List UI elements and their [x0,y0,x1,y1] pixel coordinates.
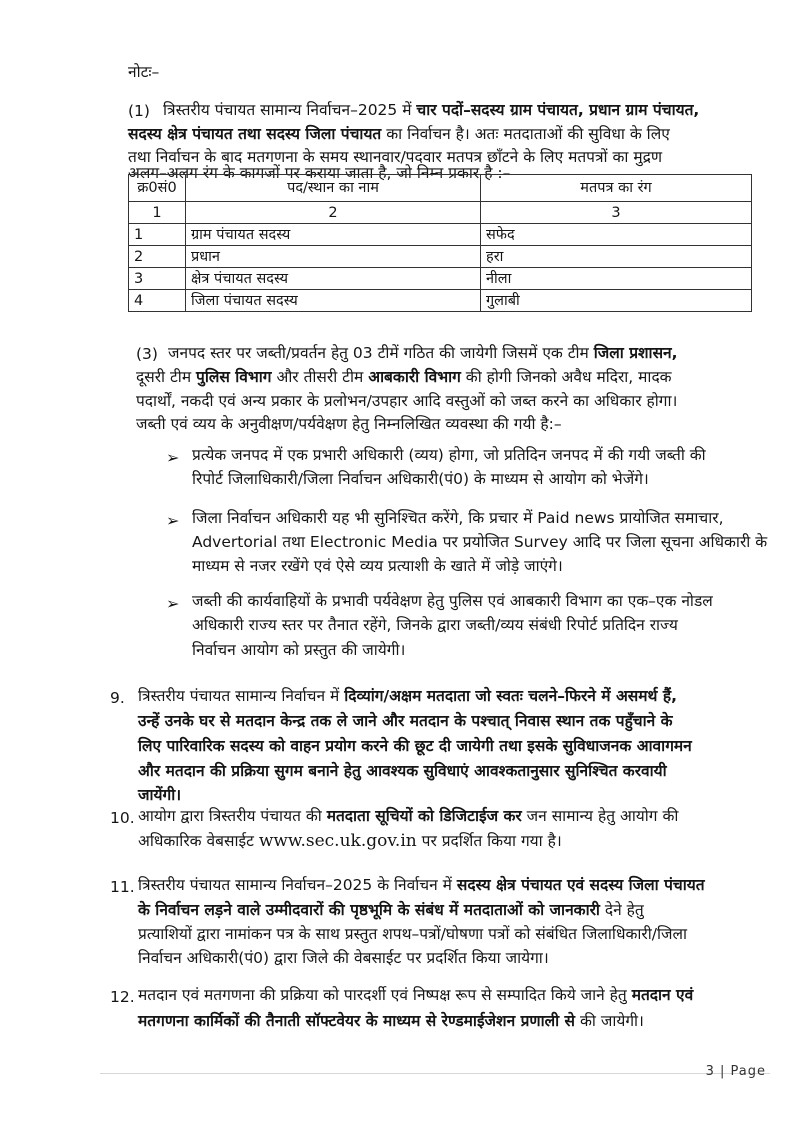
serial-cell: 1 [129,224,186,246]
item-12-number: 12. [110,988,135,1006]
item-3-text-2c: और तीसरी टीम [276,368,364,386]
arrow-bullet-icon: ➢ [166,594,180,613]
item-12-bold-2: मतगणना कार्मिकों की तैनाती सॉफ्टवेयर के माध्यम से रेण्डमाईजेशन प्रणाली से [138,1012,576,1030]
item-3-line-1 [168,343,678,363]
item-9-line-3: लिए पारिवारिक सदस्य को वाहन प्रयोग करने की छूट दी जायेगी तथा इसके सुविधाजनक आवागमन [138,737,692,755]
item-9-line-2: उन्हें उनके घर से मतदान केन्द्र तक ले जाने और मतदान के पश्चात् निवास स्थान तक पहुँचाने के [138,712,673,730]
header-post: पद/स्थान का नाम [186,175,481,202]
header-color: मतपत्र का रंग [481,175,752,202]
item-1-text-2: का निर्वाचन है। अतः मतदाताओं की सुविधा के लिए [386,125,670,143]
item-9-text: त्रिस्तरीय पंचायत सामान्य निर्वाचन में [138,687,340,705]
bullet-3-line-2: अधिकारी राज्य स्तर पर तैनात रहेंगे, जिनके द्वारा जब्ती/व्यय संबंधी रिपोर्ट प्रतिदिन राज्य [192,616,678,634]
item-11-bold-2: के निर्वाचन लड़ने वाले उम्मीदवारों की पृष्ठभूमि के संबंध में मतदाताओं को जानकारी [138,901,600,919]
item-3-line-2 [136,367,672,387]
item-9-bold: दिव्यांग/अक्षम मतदाता जो स्वतः चलने–फिरने में असमर्थ हैं, [344,687,677,705]
post-cell: प्रधान [186,246,481,268]
serial-cell: 4 [129,290,186,312]
serial-cell: 3 [129,268,186,290]
table-row [129,246,752,268]
table-row [129,290,752,312]
item-10-number: 10. [110,809,135,827]
item-11-bold: सदस्य क्षेत्र पंचायत एवं सदस्य जिला पंचायत [456,876,705,894]
item-10-text: आयोग द्वारा त्रिस्तरीय पंचायत की [138,807,322,825]
table-header-row [129,175,752,202]
ballot-color-table [128,174,752,312]
item-1-bold: चार पदों–सदस्य ग्राम पंचायत, प्रधान ग्राम पंचायत, [416,101,700,119]
item-9-line-5: जायेंगी। [138,786,182,804]
bullet-2-line-3: माध्यम से नजर रखेंगे एवं ऐसे व्यय प्रत्याशी के खाते में जोड़े जाएंगे। [192,557,563,575]
item-3-text-2e: की होगी जिनको अवैध मदिरा, मादक [465,368,672,386]
item-12-line-1 [138,985,693,1005]
table-row [129,268,752,290]
table-row [129,224,752,246]
item-3-bold-1: जिला प्रशासन, [593,344,678,362]
bullet-2-line-1: जिला निर्वाचन अधिकारी यह भी सुनिश्चित करेंगे, कि प्रचार में Paid news प्रायोजित समाचार, [192,509,724,527]
item-1-number: (1) [128,102,150,120]
website-url: www.sec.uk.gov.in [258,831,417,851]
number-cell: 3 [481,202,752,224]
table-number-row [129,202,752,224]
item-1-line-2 [128,124,670,144]
item-10-text-3: अधिकारिक वेबसाईट [138,832,254,850]
footer-bar [0,1108,800,1134]
item-3-text-2a: दूसरी टीम [136,368,192,386]
item-12-bold: मतदान एवं [631,986,694,1004]
item-12-text-2: की जायेगी। [579,1012,644,1030]
item-12-line-2 [138,1011,644,1031]
item-3-bold-3: आबकारी विभाग [368,368,461,386]
item-12-text: मतदान एवं मतगणना की प्रक्रिया को पारदर्शी एवं निष्पक्ष रूप से सम्पादित किये जाने हेतु [138,986,627,1004]
item-3-line-4: जब्ती एवं व्यय के अनुवीक्षण/पर्यवेक्षण हेतु निम्नलिखित व्यवस्था की गयी है:– [136,415,562,433]
arrow-bullet-icon: ➢ [166,511,180,530]
item-1-text: त्रिस्तरीय पंचायत सामान्य निर्वाचन–2025 में [163,101,412,119]
color-cell: गुलाबी [481,290,752,312]
item-10-bold: मतदाता सूचियों को डिजिटाईज कर [326,807,522,825]
item-11-line-4: निर्वाचन अधिकारी(पं0) द्वारा जिले की वेबसाईट पर प्रदर्शित किया जायेगा। [138,949,549,967]
note-label: नोटः– [128,63,160,81]
color-cell: हरा [481,246,752,268]
item-3-line-3: पदार्थों, नकदी एवं अन्य प्रकार के प्रलोभन/उपहार आदि वस्तुओं को जब्त करने का अधिकार होगा। [136,392,678,410]
item-9-number: 9. [110,689,125,707]
post-cell: क्षेत्र पंचायत सदस्य [186,268,481,290]
item-11-text: त्रिस्तरीय पंचायत सामान्य निर्वाचन–2025 के निर्वाचन में [138,876,452,894]
header-serial: क्र0सं0 [129,175,186,202]
bullet-1-line-1: प्रत्येक जनपद में एक प्रभारी अधिकारी (व्यय) होगा, जो प्रतिदिन जनपद में की गयी जब्ती की [192,446,706,464]
bullet-3-line-3: निर्वाचन आयोग को प्रस्तुत की जायेगी। [192,641,406,659]
post-cell: ग्राम पंचायत सदस्य [186,224,481,246]
bullet-3-line-1: जब्ती की कार्यवाहियों के प्रभावी पर्यवेक्षण हेतु पुलिस एवं आबकारी विभाग का एक–एक नोडल [192,592,713,610]
item-1-line-1 [163,100,699,120]
bullet-2-line-2: Advertorial तथा Electronic Media पर प्रयोजित Survey आदि पर जिला सूचना अधिकारी के [192,533,768,551]
page-footer [0,1062,800,1134]
page-number: 3 | Page [705,1064,766,1079]
number-cell: 1 [129,202,186,224]
color-cell: सफेद [481,224,752,246]
item-10-text-4: पर प्रदर्शित किया गया है। [421,832,562,850]
item-11-line-3: प्रत्याशियों द्वारा नामांकन पत्र के साथ प्रस्तुत शपथ–पत्रों/घोषणा पत्रों को संबंधित जिलाधिकारी/जिला [138,925,688,943]
item-11-line-1 [138,875,705,895]
footer-divider [100,1073,770,1074]
post-cell: जिला पंचायत सदस्य [186,290,481,312]
serial-cell: 2 [129,246,186,268]
arrow-bullet-icon: ➢ [166,448,180,467]
item-1-line-3: तथा निर्वाचन के बाद मतगणना के समय स्थानवार/पदवार मतपत्र छाँटने के लिए मतपत्रों का मुद्रण [128,148,663,166]
item-9-line-1 [138,686,677,706]
item-3-bold-2: पुलिस विभाग [196,368,272,386]
item-3-number: (3) [136,345,158,363]
item-3-text: जनपद स्तर पर जब्ती/प्रवर्तन हेतु 03 टीमें गठित की जायेगी जिसमें एक टीम [168,344,589,362]
item-9-line-4: और मतदान की प्रक्रिया सुगम बनाने हेतु आवश्यक सुविधाएं आवश्कतानुसार सुनिश्चित करवायी [138,762,667,780]
item-11-line-2 [138,900,644,920]
item-11-text-2: देने हेतु [604,901,644,919]
item-11-number: 11. [110,878,135,896]
item-10-text-2: जन सामान्य हेतु आयोग की [526,807,679,825]
number-cell: 2 [186,202,481,224]
item-10-line-2 [138,831,562,851]
color-cell: नीला [481,268,752,290]
item-1-bold-2: सदस्य क्षेत्र पंचायत तथा सदस्य जिला पंचायत [128,125,382,143]
item-10-line-1 [138,806,678,826]
bullet-1-line-2: रिपोर्ट जिलाधिकारी/जिला निर्वाचन अधिकारी(पं0) के माध्यम से आयोग को भेजेंगे। [192,470,649,488]
item-1-line-4: अलग–अलग रंग के कागजों पर कराया जाता है, जो निम्न प्रकार है :– [128,164,511,182]
